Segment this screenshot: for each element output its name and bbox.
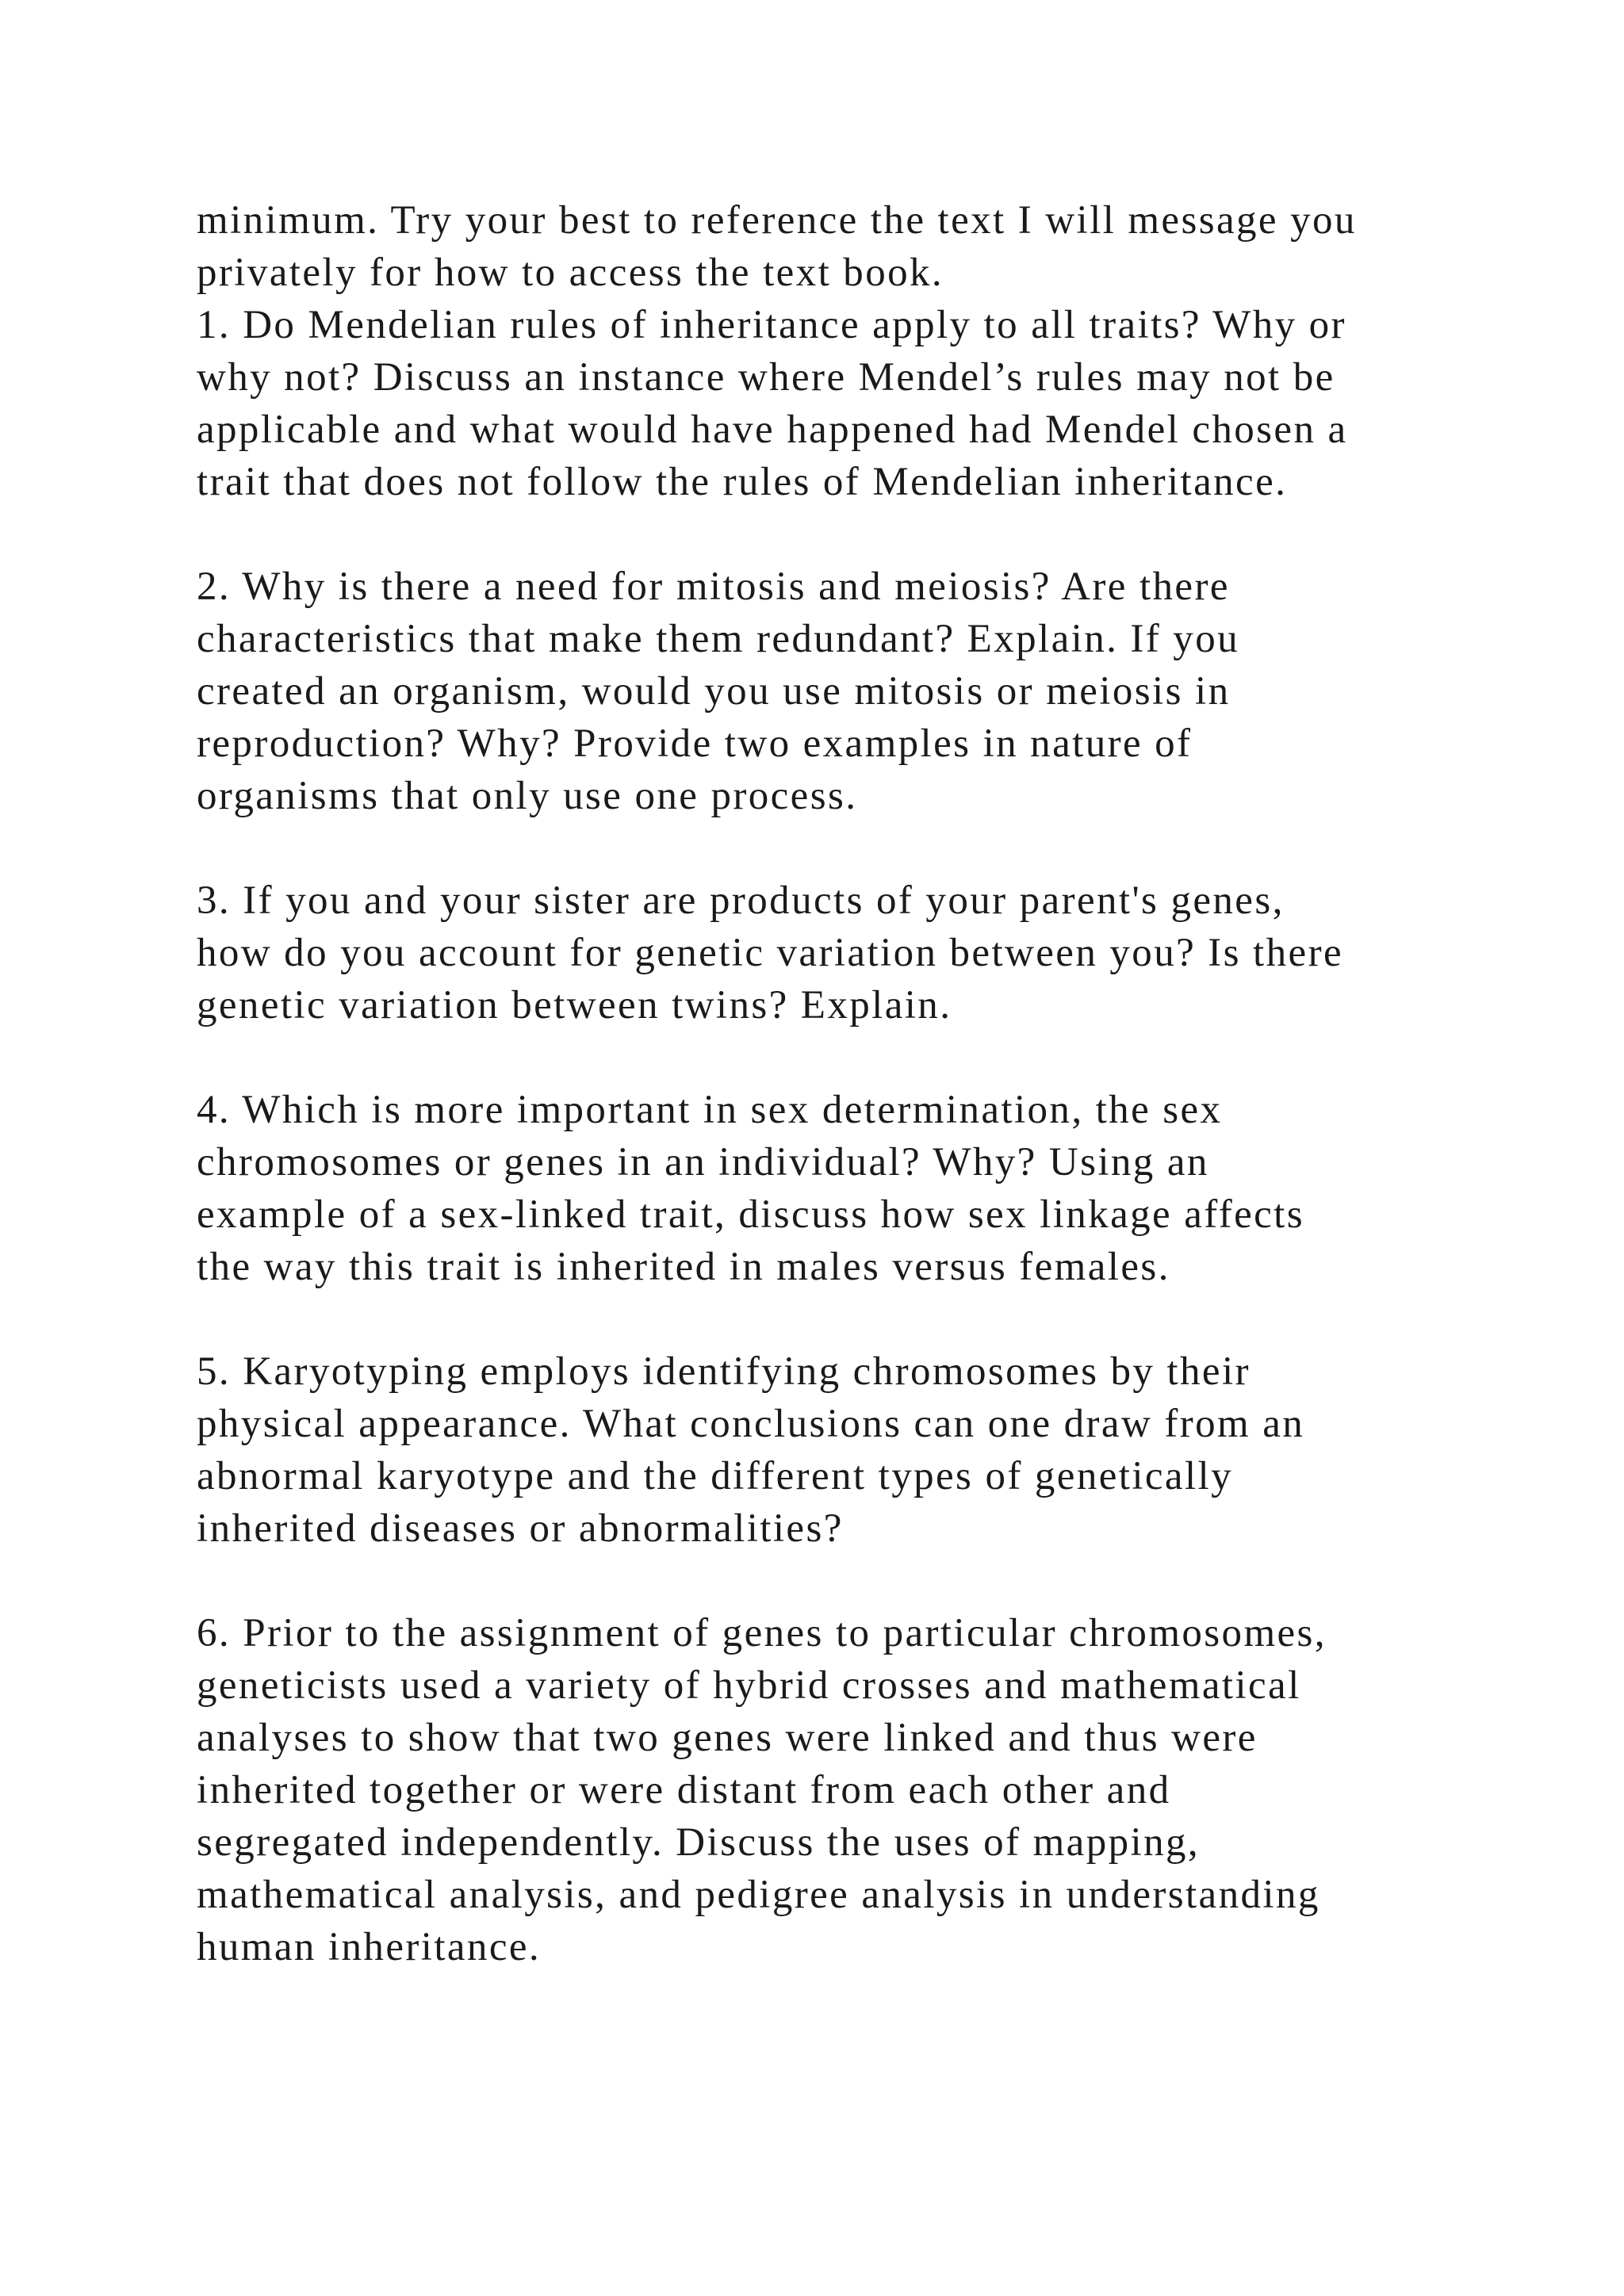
text-line: chromosomes or genes in an individual? Why? Using an [197, 1140, 1209, 1184]
text-line: example of a sex-linked trait, discuss how sex linkage affects [197, 1192, 1304, 1237]
text-line: applicable and what would have happened had Mendel chosen a [197, 408, 1348, 452]
text-line: human inheritance. [197, 1925, 542, 1969]
text-line: trait that does not follow the rules of Mendelian inheritance. [197, 460, 1288, 504]
text-line: geneticists used a variety of hybrid crosses and mathematical [197, 1663, 1301, 1708]
question-3 [197, 874, 1505, 1031]
text-line: physical appearance. What conclusions can one draw from an [197, 1402, 1305, 1446]
text-line: why not? Discuss an instance where Mendel’s rules may not be [197, 355, 1335, 400]
text-line: 6. Prior to the assignment of genes to particular chromosomes, [197, 1611, 1327, 1655]
text-line: characteristics that make them redundant? Explain. If you [197, 617, 1240, 661]
text-line: inherited together or were distant from each other and [197, 1768, 1171, 1812]
question-4 [197, 1084, 1505, 1293]
paragraph-gap [197, 1293, 1505, 1345]
paragraph-gap [197, 1555, 1505, 1607]
question-2 [197, 561, 1505, 822]
text-line: the way this trait is inherited in males versus females. [197, 1245, 1170, 1289]
text-line: abnormal karyotype and the different types of genetically [197, 1454, 1234, 1498]
text-line: reproduction? Why? Provide two examples in nature of [197, 721, 1193, 766]
intro-and-question-1 [197, 194, 1505, 508]
text-line: mathematical analysis, and pedigree analysis in understanding [197, 1873, 1320, 1917]
text-line: 5. Karyotyping employs identifying chromosomes by their [197, 1349, 1251, 1394]
question-5 [197, 1345, 1505, 1555]
text-line: analyses to show that two genes were linked and thus were [197, 1716, 1258, 1760]
text-line: how do you account for genetic variation between you? Is there [197, 931, 1343, 975]
text-line: organisms that only use one process. [197, 774, 858, 818]
text-line: created an organism, would you use mitosis or meiosis in [197, 669, 1231, 714]
text-line: minimum. Try your best to reference the text I will message you [197, 198, 1357, 243]
paragraph-gap [197, 822, 1505, 874]
text-line: inherited diseases or abnormalities? [197, 1506, 844, 1551]
text-line: 3. If you and your sister are products of your parent's genes, [197, 878, 1285, 923]
text-line: 2. Why is there a need for mitosis and meiosis? Are there [197, 564, 1230, 609]
paragraph-gap [197, 508, 1505, 561]
document-body [197, 194, 1505, 1973]
question-6 [197, 1607, 1505, 1973]
text-line: segregated independently. Discuss the uses of mapping, [197, 1820, 1201, 1865]
text-line: genetic variation between twins? Explain. [197, 983, 952, 1027]
text-line: 1. Do Mendelian rules of inheritance apply to all traits? Why or [197, 303, 1346, 347]
paragraph-gap [197, 1031, 1505, 1084]
text-line: privately for how to access the text book. [197, 251, 944, 295]
text-line: 4. Which is more important in sex determination, the sex [197, 1088, 1223, 1132]
